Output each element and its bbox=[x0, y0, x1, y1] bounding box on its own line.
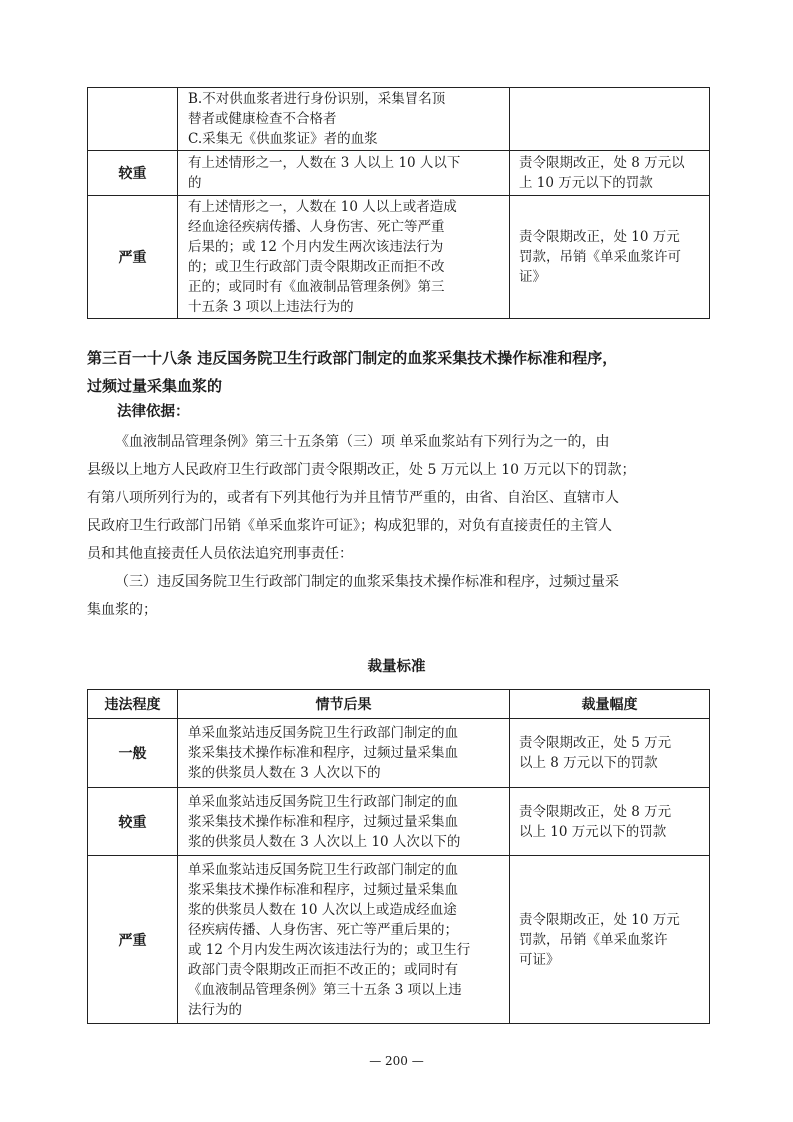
table-row bbox=[88, 196, 710, 319]
cell-line: 的；或卫生行政部门责令限期改正而拒不改 bbox=[188, 259, 445, 275]
cell-line: 罚款，吊销《单采血浆许可 bbox=[519, 249, 681, 265]
cell-line: 经血途径疾病传播、人身伤害、死亡等严重 bbox=[188, 219, 445, 235]
heading-line: 过频过量采集血浆的 bbox=[87, 377, 223, 395]
cell-line: 可证》 bbox=[519, 951, 560, 968]
circumstance-cell bbox=[178, 196, 510, 319]
para-line: 县级以上地方人民政府卫生行政部门责令限期改正，处 5 万元以上 10 万元以下的罚款； bbox=[87, 462, 636, 478]
level-cell: 较重 bbox=[88, 788, 178, 856]
cell-line: 浆采集技术操作标准和程序，过频过量采集血 bbox=[188, 813, 458, 830]
cell-line: 上 10 万元以下的罚款 bbox=[519, 175, 653, 191]
cell-line: 径疾病传播、人身伤害、死亡等严重后果的； bbox=[188, 921, 458, 938]
cell-line: 以上 10 万元以下的罚款 bbox=[519, 823, 667, 840]
top-penalty-table bbox=[87, 87, 710, 319]
cell-line: 的 bbox=[188, 175, 202, 191]
level-cell: 较重 bbox=[88, 151, 178, 196]
page-number: — 200 — bbox=[369, 1054, 424, 1068]
cell-line: 政部门责令限期改正而拒不改正的；或同时有 bbox=[188, 961, 458, 978]
cell-line: 十五条 3 项以上违法行为的 bbox=[188, 299, 354, 315]
cell-line: 浆采集技术操作标准和程序，过频过量采集血 bbox=[188, 745, 458, 761]
cell-line: 浆的供浆员人数在 3 人次以上 10 人次以下的 bbox=[188, 833, 461, 850]
circumstance-cell bbox=[178, 151, 510, 196]
level-cell bbox=[88, 88, 178, 151]
article-heading bbox=[87, 344, 727, 400]
cell-line: 替者或健康检查不合格者 bbox=[188, 111, 337, 127]
cell-line: 责令限期改正，处 8 万元以 bbox=[519, 155, 685, 171]
para-line: （三）违反国务院卫生行政部门制定的血浆采集技术操作标准和程序，过频过量采 bbox=[115, 574, 619, 590]
cell-line: 罚款，吊销《单采血浆许 bbox=[519, 931, 668, 948]
para-line: 民政府卫生行政部门吊销《单采血浆许可证》；构成犯罪的，对负有直接责任的主管人 bbox=[87, 518, 612, 534]
cell-line: 单采血浆站违反国务院卫生行政部门制定的血 bbox=[188, 793, 458, 810]
table-row bbox=[88, 88, 710, 151]
cell-line: B.不对供血浆者进行身份识别，采集冒名顶 bbox=[188, 91, 446, 107]
penalty-cell bbox=[510, 196, 710, 319]
legal-basis-label: 法律依据： bbox=[117, 404, 190, 420]
standard-table bbox=[87, 689, 710, 1024]
cell-line: 以上 8 万元以下的罚款 bbox=[519, 755, 658, 771]
heading-line: 第三百一十八条 违反国务院卫生行政部门制定的血浆采集技术操作标准和程序， bbox=[87, 349, 618, 367]
cell-line: 证》 bbox=[519, 269, 546, 285]
penalty-cell bbox=[510, 719, 710, 788]
cell-line: 法行为的 bbox=[188, 1001, 242, 1018]
penalty-cell bbox=[510, 788, 710, 856]
cell-line: 浆采集技术操作标准和程序，过频过量采集血 bbox=[188, 881, 458, 898]
cell-line: 责令限期改正，处 8 万元 bbox=[519, 803, 672, 820]
cell-line: 有上述情形之一，人数在 10 人以上或者造成 bbox=[188, 199, 457, 215]
cell-line: 正的；或同时有《血液制品管理条例》第三 bbox=[188, 279, 445, 295]
circumstance-cell bbox=[178, 88, 510, 151]
cell-line: 责令限期改正，处 10 万元 bbox=[519, 229, 680, 245]
cell-line: 单采血浆站违反国务院卫生行政部门制定的血 bbox=[188, 861, 458, 878]
header-level: 违法程度 bbox=[88, 690, 178, 719]
penalty-cell bbox=[510, 856, 710, 1024]
cell-line: 责令限期改正，处 10 万元 bbox=[519, 911, 680, 928]
penalty-cell bbox=[510, 88, 710, 151]
cell-line: 浆的供浆员人数在 10 人次以上或造成经血途 bbox=[188, 901, 457, 918]
para-line: 《血液制品管理条例》第三十五条第（三）项 单采血浆站有下列行为之一的，由 bbox=[115, 434, 610, 450]
legal-basis-paragraph bbox=[87, 428, 717, 568]
header-circumstance: 情节后果 bbox=[178, 690, 510, 719]
cell-line: 《血液制品管理条例》第三十五条 3 项以上违 bbox=[188, 981, 462, 998]
cell-line: 有上述情形之一，人数在 3 人以上 10 人以下 bbox=[188, 155, 461, 171]
para-line: 有第八项所列行为的，或者有下列其他行为并且情节严重的，由省、自治区、直辖市人 bbox=[87, 490, 619, 506]
cell-line: 或 12 个月内发生两次该违法行为的；或卫生行 bbox=[188, 941, 471, 958]
table-row bbox=[88, 719, 710, 788]
para-line: 员和其他直接责任人员依法追究刑事责任： bbox=[87, 546, 353, 562]
level-cell: 严重 bbox=[88, 856, 178, 1024]
level-cell: 一般 bbox=[88, 719, 178, 788]
table-row bbox=[88, 856, 710, 1024]
circumstance-cell bbox=[178, 856, 510, 1024]
cell-line: C.采集无《供血浆证》者的血浆 bbox=[188, 131, 378, 147]
cell-line: 后果的；或 12 个月内发生两次该违法行为 bbox=[188, 239, 444, 255]
level-cell: 严重 bbox=[88, 196, 178, 319]
clause-paragraph bbox=[87, 568, 717, 624]
cell-line: 浆的供浆员人数在 3 人次以下的 bbox=[188, 765, 381, 781]
cell-line: 单采血浆站违反国务院卫生行政部门制定的血 bbox=[188, 725, 458, 741]
header-penalty: 裁量幅度 bbox=[510, 690, 710, 719]
table-row bbox=[88, 151, 710, 196]
table-header-row bbox=[88, 690, 710, 719]
standard-title: 裁量标准 bbox=[367, 659, 426, 675]
penalty-cell bbox=[510, 151, 710, 196]
table-row bbox=[88, 788, 710, 856]
cell-line: 责令限期改正，处 5 万元 bbox=[519, 735, 672, 751]
circumstance-cell bbox=[178, 788, 510, 856]
circumstance-cell bbox=[178, 719, 510, 788]
para-line: 集血浆的； bbox=[87, 602, 157, 618]
